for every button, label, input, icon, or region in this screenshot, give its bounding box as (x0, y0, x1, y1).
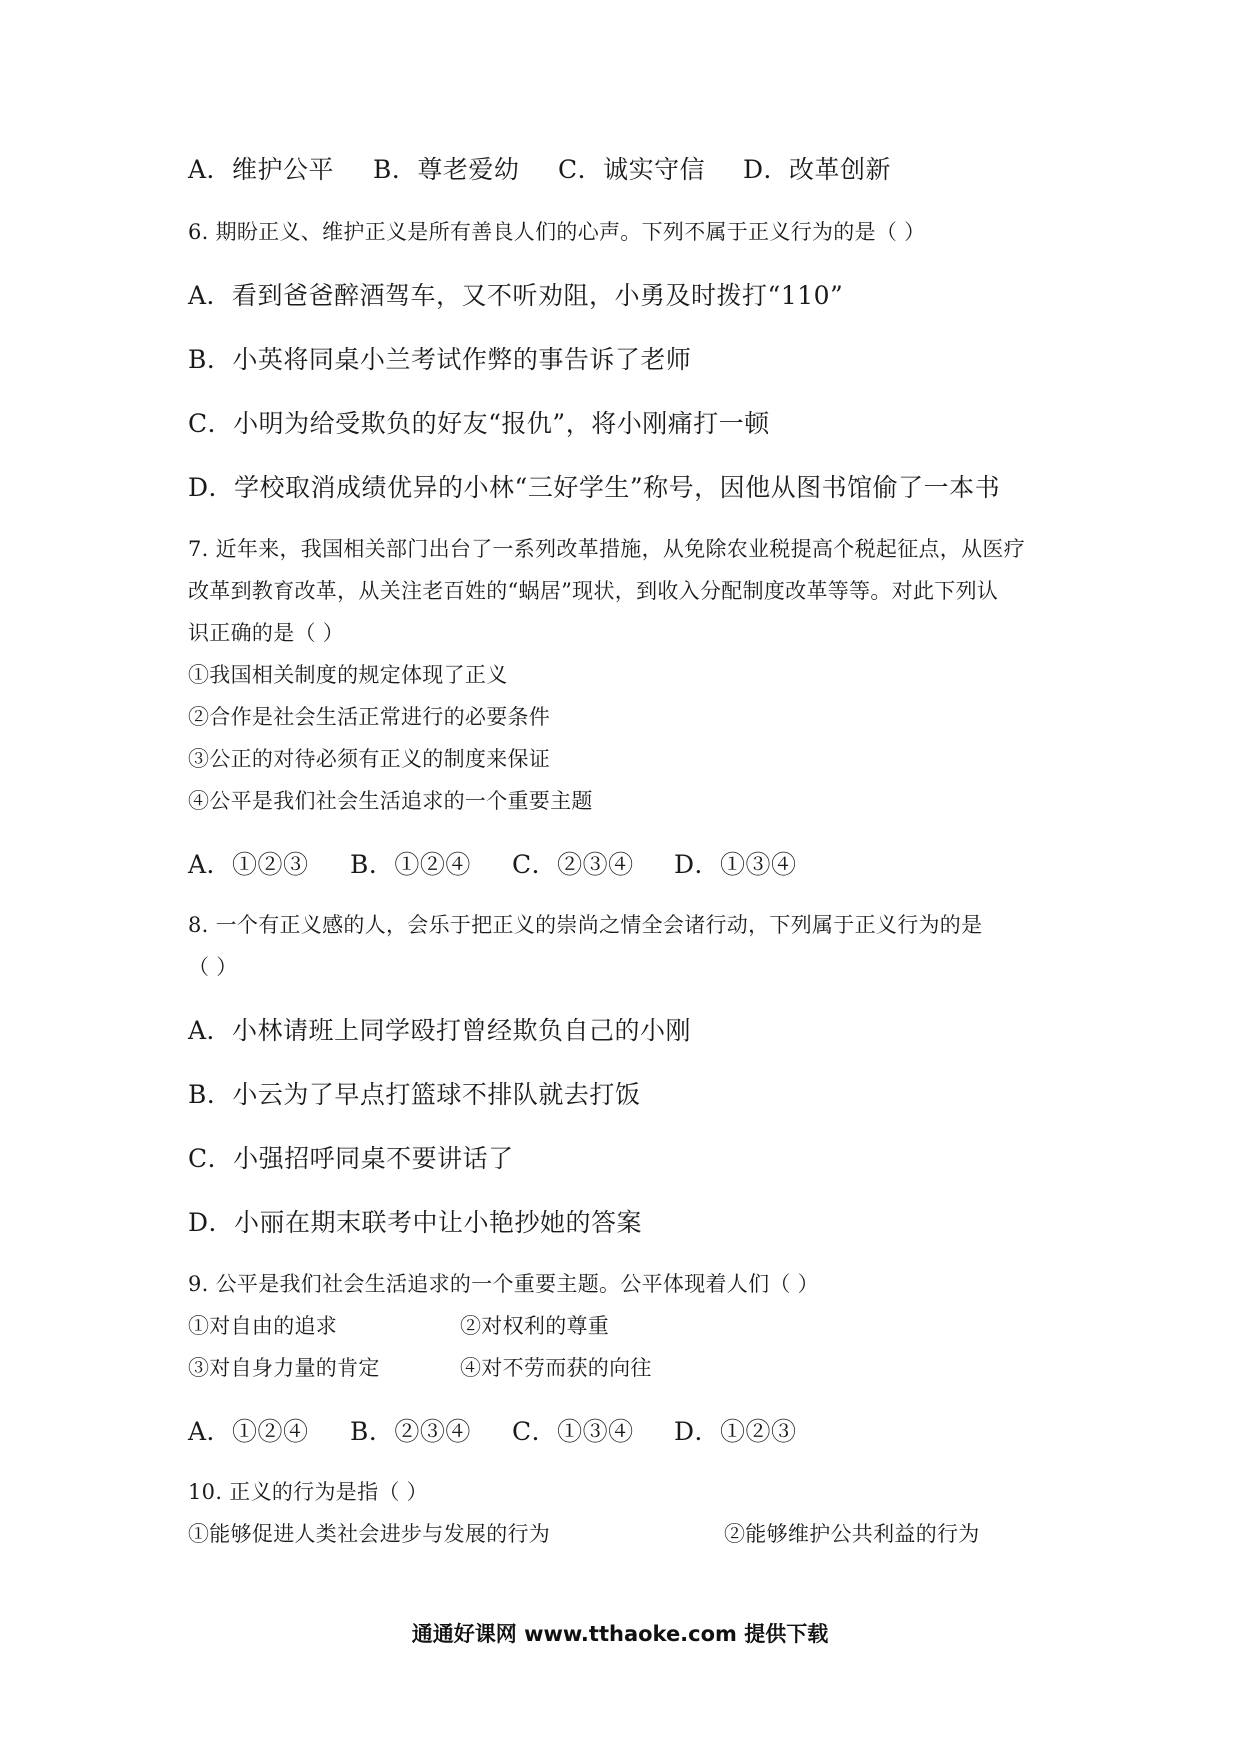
q9-statement-1: ①对自由的追求 (188, 1314, 338, 1338)
q9-statement-2: ②对权利的尊重 (460, 1314, 610, 1338)
q10-stem: 10. 正义的行为是指（ ） (188, 1480, 428, 1504)
q8-stem-line-2: （ ） (188, 955, 238, 979)
q7-statement-2: ②合作是社会生活正常进行的必要条件 (188, 705, 551, 729)
q5-option-a: A．维护公平 (188, 155, 335, 184)
q10-statement-2: ②能够维护公共利益的行为 (724, 1522, 980, 1546)
q8-option-a: A．小林请班上同学殴打曾经欺负自己的小刚 (188, 1016, 692, 1045)
q6-option-c: C．小明为给受欺负的好友“报仇”，将小刚痛打一顿 (188, 409, 770, 438)
q9-statements-row-1 (188, 1310, 609, 1340)
q7-option-c: C．②③④ (512, 850, 634, 879)
q5-option-c: C．诚实守信 (558, 155, 706, 184)
q8-option-d: D．小丽在期末联考中让小艳抄她的答案 (188, 1208, 643, 1237)
q9-option-c: C．①③④ (512, 1417, 634, 1446)
q7-stem-line-1: 7. 近年来，我国相关部门出台了一系列改革措施，从免除农业税提高个税起征点，从医疗 (188, 537, 1026, 561)
q6-option-b: B．小英将同桌小兰考试作弊的事告诉了老师 (188, 345, 692, 374)
page-footer: 通通好课网 www.tthaoke.com 提供下载 (411, 1622, 829, 1646)
q10-statements-row-1 (188, 1518, 980, 1548)
q9-statement-4: ④对不劳而获的向往 (460, 1356, 652, 1380)
q9-option-b: B．②③④ (350, 1417, 471, 1446)
q7-options (188, 845, 797, 881)
q8-stem-line-1: 8. 一个有正义感的人，会乐于把正义的崇尚之情全会诸行动，下列属于正义行为的是 (188, 913, 983, 937)
q7-statement-4: ④公平是我们社会生活追求的一个重要主题 (188, 789, 593, 813)
q9-option-d: D．①②③ (674, 1417, 797, 1446)
q6-option-d: D．学校取消成绩优异的小林“三好学生”称号，因他从图书馆偷了一本书 (188, 473, 1001, 502)
q7-stem-line-3: 识正确的是（ ） (188, 621, 345, 645)
q8-option-b: B．小云为了早点打篮球不排队就去打饭 (188, 1080, 641, 1109)
q9-statements-row-2 (188, 1352, 652, 1382)
q9-stem: 9. 公平是我们社会生活追求的一个重要主题。公平体现着人们（ ） (188, 1272, 819, 1296)
q7-option-a: A．①②③ (188, 850, 309, 879)
q7-stem-line-2: 改革到教育改革，从关注老百姓的“蜗居”现状，到收入分配制度改革等等。对此下列认 (188, 579, 999, 603)
q7-option-b: B．①②④ (350, 850, 471, 879)
q10-statement-1: ①能够促进人类社会进步与发展的行为 (188, 1522, 551, 1546)
q5-option-d: D．改革创新 (743, 155, 892, 184)
q6-stem: 6. 期盼正义、维护正义是所有善良人们的心声。下列不属于正义行为的是（ ） (188, 220, 926, 244)
q5-option-b: B．尊老爱幼 (373, 155, 520, 184)
q9-options (188, 1412, 797, 1448)
q5-options (188, 150, 891, 186)
q6-option-a: A．看到爸爸醉酒驾车，又不听劝阻，小勇及时拨打“110” (188, 281, 844, 310)
q9-statement-3: ③对自身力量的肯定 (188, 1356, 380, 1380)
q7-option-d: D．①③④ (674, 850, 797, 879)
q7-statement-3: ③公正的对待必须有正义的制度来保证 (188, 747, 551, 771)
q8-option-c: C．小强招呼同桌不要讲话了 (188, 1144, 514, 1173)
q9-option-a: A．①②④ (188, 1417, 309, 1446)
q7-statement-1: ①我国相关制度的规定体现了正义 (188, 663, 508, 687)
